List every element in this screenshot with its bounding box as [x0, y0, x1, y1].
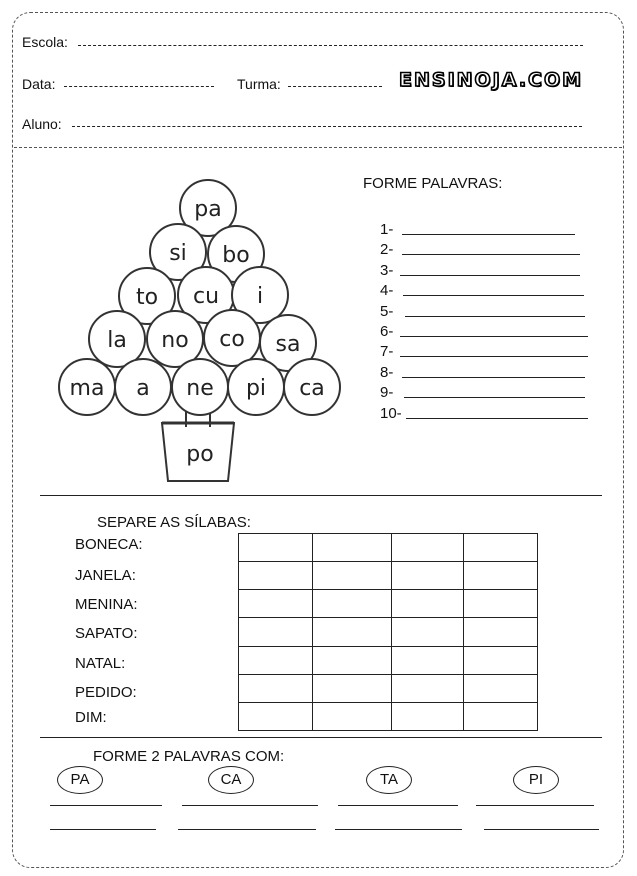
- syllable-cell[interactable]: [464, 618, 538, 646]
- word-answer-line[interactable]: [50, 805, 162, 806]
- grid-row: [239, 562, 538, 590]
- escola-field[interactable]: [78, 45, 583, 46]
- tree-syllable: ca: [299, 376, 325, 401]
- syllable-cell[interactable]: [312, 674, 392, 702]
- syllable-circle: PA: [57, 766, 103, 794]
- syllable-cell[interactable]: [239, 646, 313, 674]
- syllable-circle: TA: [366, 766, 412, 794]
- word-answer-line[interactable]: [484, 829, 599, 830]
- data-label: Data:: [22, 76, 56, 92]
- answer-number: 1-: [380, 221, 394, 238]
- tree-syllable: i: [256, 284, 264, 309]
- tree-syllable: ne: [186, 376, 214, 401]
- pot-syllable: po: [186, 442, 214, 467]
- tree-syllable: la: [107, 328, 127, 353]
- answer-number: 6-: [380, 323, 394, 340]
- tree-syllable: si: [169, 241, 187, 266]
- syllable-cell[interactable]: [464, 590, 538, 618]
- answer-line[interactable]: [402, 377, 585, 378]
- answer-line[interactable]: [402, 234, 575, 235]
- site-logo: ENSINOJA.COM: [399, 69, 584, 91]
- answer-number: 4-: [380, 282, 394, 300]
- tree-syllable: pi: [245, 376, 267, 401]
- word-to-separate: MENINA:: [75, 596, 138, 613]
- answer-number: 7-: [380, 343, 394, 361]
- escola-label: Escola:: [22, 34, 68, 50]
- word-answer-line[interactable]: [335, 829, 462, 830]
- section-divider-2: [40, 737, 602, 738]
- data-field[interactable]: [64, 86, 214, 87]
- syllable-cell[interactable]: [239, 618, 313, 646]
- tree-syllable: co: [219, 327, 245, 352]
- forme-2-palavras-title: FORME 2 PALAVRAS COM:: [93, 748, 285, 765]
- answer-line[interactable]: [400, 275, 580, 276]
- grid-row: [239, 674, 538, 702]
- syllable-cell[interactable]: [464, 646, 538, 674]
- section-divider-1: [40, 495, 602, 496]
- aluno-label: Aluno:: [22, 116, 62, 132]
- word-to-separate: SAPATO:: [75, 625, 138, 642]
- grid-row: [239, 590, 538, 618]
- word-to-separate: PEDIDO:: [75, 684, 137, 701]
- syllable-cell[interactable]: [392, 646, 464, 674]
- tree-syllable: a: [136, 376, 150, 401]
- syllable-cell[interactable]: [392, 562, 464, 590]
- answer-number: 8-: [380, 363, 394, 381]
- answer-line[interactable]: [405, 316, 585, 317]
- syllable-cell[interactable]: [239, 702, 313, 730]
- syllable-circle: PI: [513, 766, 559, 794]
- aluno-field[interactable]: [72, 126, 582, 127]
- word-answer-line[interactable]: [338, 805, 458, 806]
- grid-row: [239, 618, 538, 646]
- syllable-cell[interactable]: [464, 702, 538, 730]
- answer-number: 10-: [380, 404, 402, 422]
- answer-line[interactable]: [403, 295, 584, 296]
- word-to-separate: BONECA:: [75, 536, 143, 553]
- syllable-cell[interactable]: [464, 534, 538, 562]
- answer-line[interactable]: [404, 397, 585, 398]
- syllable-cell[interactable]: [392, 674, 464, 702]
- syllable-cell[interactable]: [392, 618, 464, 646]
- grid-row: [239, 534, 538, 562]
- word-to-separate: DIM:: [75, 709, 107, 726]
- syllable-cell[interactable]: [312, 618, 392, 646]
- syllable-cell[interactable]: [239, 562, 313, 590]
- tree-syllable: cu: [192, 284, 220, 309]
- syllable-cell[interactable]: [312, 562, 392, 590]
- answer-line[interactable]: [400, 356, 588, 357]
- syllable-cell[interactable]: [392, 702, 464, 730]
- syllable-circle: CA: [208, 766, 254, 794]
- header-separator: [14, 147, 622, 148]
- grid-row: [239, 702, 538, 730]
- answer-line[interactable]: [400, 336, 588, 337]
- syllable-cell[interactable]: [464, 674, 538, 702]
- answer-line[interactable]: [402, 254, 580, 255]
- grid-row: [239, 646, 538, 674]
- forme-palavras-title: FORME PALAVRAS:: [363, 175, 503, 192]
- syllable-cell[interactable]: [312, 590, 392, 618]
- syllable-cell[interactable]: [312, 646, 392, 674]
- tree-syllable: ma: [69, 376, 105, 401]
- syllable-tree-illustration: [50, 175, 350, 495]
- turma-label: Turma:: [237, 76, 281, 92]
- answer-number: 9-: [380, 384, 394, 402]
- separe-silabas-title: SEPARE AS SÍLABAS:: [97, 514, 251, 531]
- tree-syllable: sa: [275, 332, 301, 357]
- syllable-cell[interactable]: [239, 674, 313, 702]
- word-answer-line[interactable]: [182, 805, 318, 806]
- syllable-cell[interactable]: [312, 534, 392, 562]
- answer-number: 2-: [380, 241, 394, 259]
- tree-syllable: pa: [194, 197, 222, 222]
- tree-syllable: to: [135, 285, 159, 310]
- syllable-cell[interactable]: [239, 590, 313, 618]
- answer-line[interactable]: [406, 418, 588, 419]
- syllable-cell[interactable]: [464, 562, 538, 590]
- word-answer-line[interactable]: [50, 829, 156, 830]
- syllable-cell[interactable]: [392, 534, 464, 562]
- turma-field[interactable]: [288, 86, 382, 87]
- tree-syllable: bo: [222, 243, 250, 268]
- syllable-cell[interactable]: [392, 590, 464, 618]
- word-to-separate: NATAL:: [75, 655, 126, 672]
- syllable-cell[interactable]: [239, 534, 313, 562]
- word-answer-line[interactable]: [476, 805, 594, 806]
- word-answer-line[interactable]: [178, 829, 316, 830]
- answer-number: 5-: [380, 302, 394, 320]
- answer-number: 3-: [380, 261, 394, 279]
- word-to-separate: JANELA:: [75, 567, 136, 584]
- tree-syllable: no: [161, 328, 189, 353]
- syllable-cell[interactable]: [312, 702, 392, 730]
- syllable-grid: [238, 533, 538, 731]
